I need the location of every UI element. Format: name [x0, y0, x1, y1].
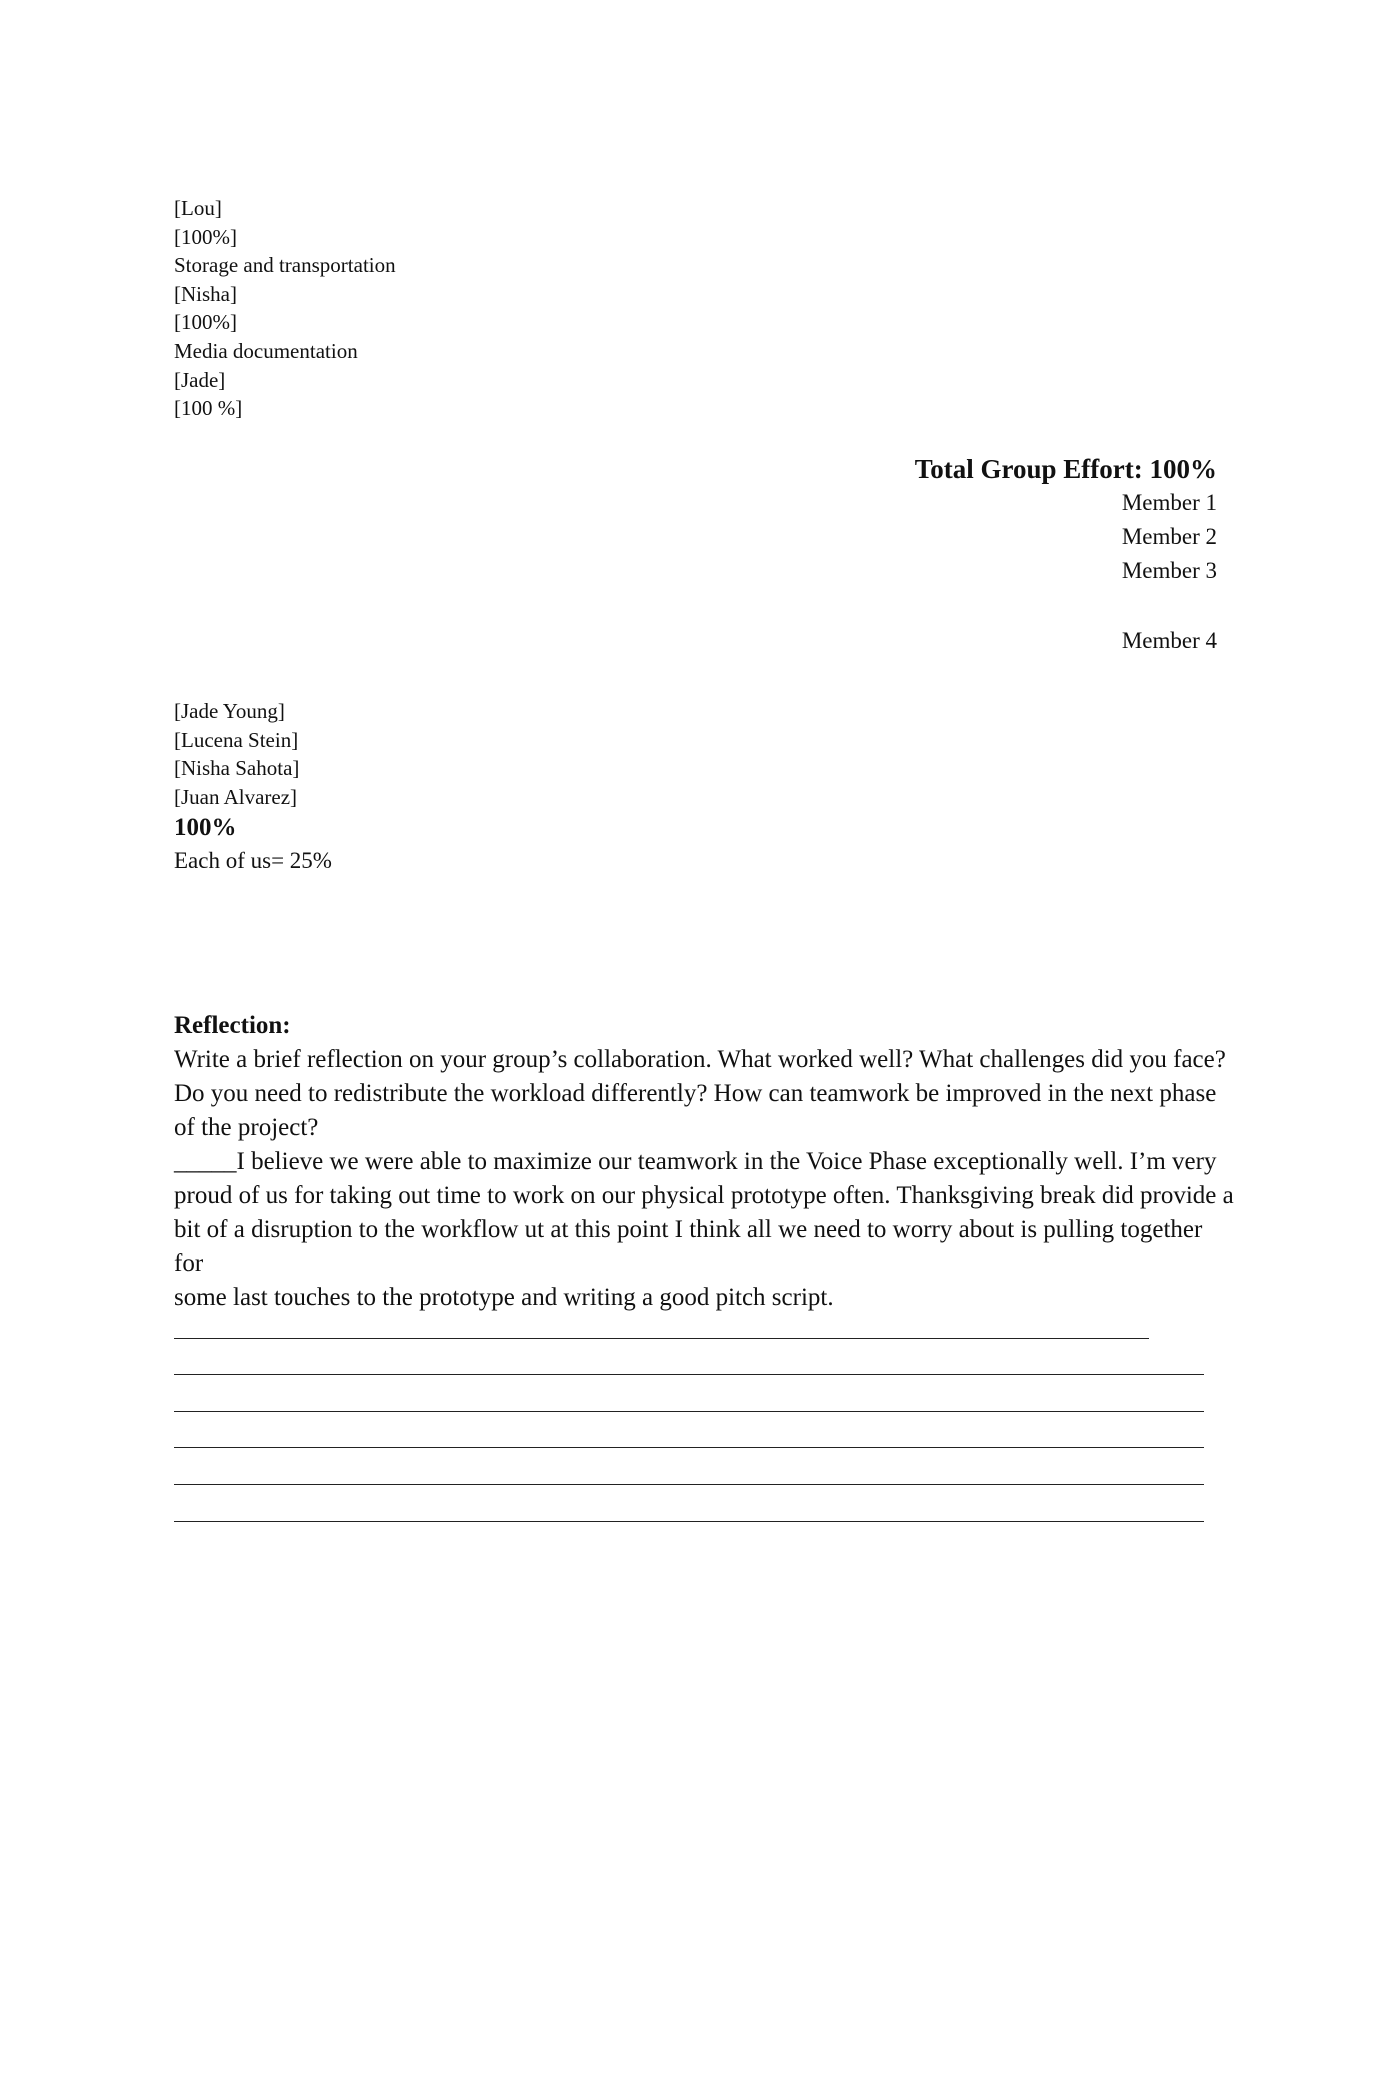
member-label: Member 2	[1121, 524, 1217, 549]
list-item: Media documentation	[174, 338, 358, 363]
member-name: [Nisha Sahota]	[174, 756, 300, 781]
member-label: Member 3	[1121, 558, 1217, 583]
blank-line	[174, 1308, 1204, 1345]
each-share: Each of us= 25%	[174, 848, 332, 874]
list-item: [100 %]	[174, 396, 243, 421]
list-item: [Lou]	[174, 196, 222, 220]
reflection-prompt-line: Do you need to redistribute the workload differently? How can teamwork be improved in the next phase	[174, 1080, 1217, 1107]
reflection-prompt-line: Write a brief reflection on your group’s collaboration. What worked well? What challenges did you face?	[174, 1046, 1226, 1073]
blank-answer-lines	[174, 1308, 1204, 1528]
list-item: [100%]	[174, 224, 237, 249]
total-effort-title: Total Group Effort: 100%	[914, 454, 1217, 484]
total-percent: 100%	[174, 814, 237, 842]
list-item: [100%]	[174, 310, 237, 335]
member-name: [Lucena Stein]	[174, 727, 299, 752]
blank-line	[174, 1491, 1204, 1528]
contribution-list	[174, 194, 396, 423]
member-name: [Jade Young]	[174, 699, 285, 723]
reflection-answer-line: bit of a disruption to the workflow ut at this point I think all we need to worry about is pulling together for	[174, 1216, 1203, 1277]
reflection-heading: Reflection:	[174, 1012, 291, 1039]
reflection-answer-line: _____I believe we were able to maximize our teamwork in the Voice Phase exceptionally well. I’m very	[174, 1148, 1217, 1175]
reflection-prompt-line: of the project?	[174, 1114, 319, 1141]
list-item: Storage and transportation	[174, 253, 396, 278]
member-label: Member 4	[1121, 628, 1217, 653]
reflection-answer-line: some last touches to the prototype and writing a good pitch script.	[174, 1284, 834, 1311]
reflection-answer-line: proud of us for taking out time to work on our physical prototype often. Thanksgiving break did provide a	[174, 1182, 1234, 1209]
blank-line	[174, 1345, 1204, 1382]
spacer	[915, 588, 1217, 624]
total-group-effort	[915, 452, 1217, 658]
list-item: [Jade]	[174, 367, 226, 392]
reflection-section	[174, 1009, 1234, 1315]
list-item: [Nisha]	[174, 281, 237, 306]
member-names	[174, 697, 332, 876]
blank-line	[174, 1381, 1204, 1418]
member-label: Member 1	[1121, 490, 1217, 515]
blank-line	[174, 1454, 1204, 1491]
blank-line	[174, 1418, 1204, 1455]
member-name: [Juan Alvarez]	[174, 784, 298, 809]
